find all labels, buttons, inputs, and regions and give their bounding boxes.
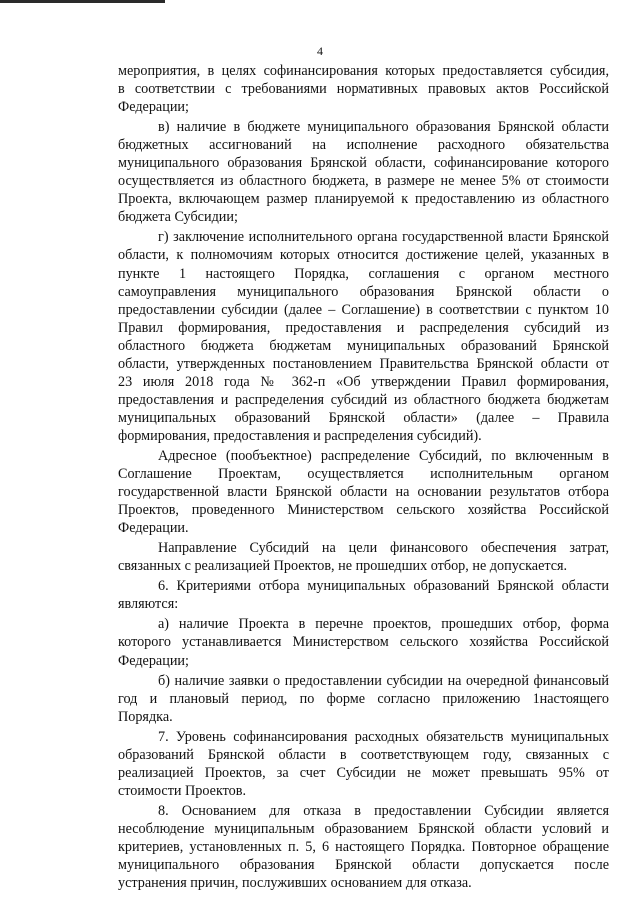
paragraph (118, 539, 609, 575)
text-line: пункте 1 настоящего Порядка, соглашения с органом местного (118, 265, 609, 282)
text-line: являются: (118, 596, 179, 613)
text-line: Соглашение Проектам, осуществляется исполнительным органом (118, 466, 609, 483)
text-line: мероприятия, в целях софинансирования которых предоставляется субсидия, (118, 63, 609, 79)
text-line: предоставлении субсидии (далее – Соглашение) в соответствии с пунктом 10 (118, 301, 609, 318)
document-body (118, 62, 609, 894)
text-line: 23 июля 2018 года № 362-п «Об утверждении Правил формирования, (118, 373, 609, 390)
text-line: критериев, установленных п. 5, 6 настоящего Порядка. Повторное обращение (118, 838, 609, 855)
text-line: государственной власти Брянской области на основании результатов отбора (118, 484, 609, 501)
text-line: Федерации. (118, 520, 189, 537)
text-line: г) заключение исполнительного органа государственной власти Брянской (158, 229, 609, 246)
text-line: год и плановый период, по форме согласно приложению 1настоящего (118, 690, 609, 707)
paragraph (118, 802, 609, 892)
paragraph (118, 615, 609, 669)
text-line: Проектов, проведенного Министерством сельского хозяйства Российской (118, 502, 609, 519)
text-line: формирования, предоставления и распределения субсидий). (118, 427, 482, 444)
text-line: Проекта, включающем размер планируемой к предоставлению из областного (118, 191, 609, 208)
text-line: бюджета Субсидии; (118, 209, 238, 226)
text-line: областного бюджета бюджетам муниципальных образований Брянской (118, 337, 609, 354)
text-line: Адресное (пообъектное) распределение Субсидий, по включенным в (158, 447, 609, 464)
text-line: Федерации; (118, 99, 189, 116)
paragraph (118, 118, 609, 226)
paragraph (118, 447, 609, 537)
text-line: а) наличие Проекта в перечне проектов, прошедших отбор, форма (158, 616, 609, 633)
text-line: б) наличие заявки о предоставлении субсидии на очередной финансовый (158, 672, 609, 689)
text-line: в) наличие в бюджете муниципального образования Брянской области (158, 119, 609, 136)
scan-edge-line (0, 0, 165, 3)
text-line: в соответствии с требованиями нормативных правовых актов Российской (118, 81, 609, 98)
paragraph (118, 672, 609, 726)
text-line: 6. Критериями отбора муниципальных образований Брянской области (158, 578, 609, 595)
text-line: 7. Уровень софинансирования расходных обязательств муниципальных (158, 728, 609, 745)
text-line: предоставления и распределения субсидий из областного бюджета бюджетам (118, 391, 609, 408)
text-line: муниципального образования Брянской области, софинансирование которого (118, 155, 609, 172)
text-line: реализацией Проектов, за счет Субсидии не может превышать 95% от (118, 764, 609, 781)
text-line: области, к полномочиям которых относится достижение целей, указанных в (118, 247, 609, 264)
text-line: связанных с реализацией Проектов, не прошедших отбор, не допускается. (118, 558, 568, 575)
text-line: области, утвержденных постановлением Правительства Брянской области от (118, 355, 609, 372)
paragraph (118, 62, 609, 116)
paragraph (118, 577, 609, 613)
text-line: Направление Субсидий на цели финансового обеспечения затрат, (158, 540, 609, 557)
text-line: муниципального образования Брянской области допускается после (118, 857, 609, 874)
page-number: 4 (317, 44, 323, 58)
text-line: 8. Основанием для отказа в предоставлении Субсидии является (158, 802, 609, 819)
text-line: устранения причин, послуживших основанием для отказа. (118, 875, 472, 892)
text-line: самоуправления муниципального образования Брянской области о (118, 283, 609, 300)
text-line: образований Брянской области в соответствующем году, связанных с (118, 746, 609, 763)
text-line: которого устанавливается Министерством сельского хозяйства Российской (118, 634, 609, 651)
paragraph (118, 228, 609, 445)
paragraph (118, 728, 609, 800)
text-line: осуществляется из областного бюджета, в размере не менее 5% от стоимости (118, 173, 609, 190)
text-line: Порядка. (118, 708, 173, 725)
text-line: несоблюдение муниципальным образованием Брянской области условий и (118, 820, 609, 837)
text-line: Правил формирования, предоставления и распределения субсидий из (118, 319, 609, 336)
text-line: стоимости Проектов. (118, 782, 247, 799)
text-line: бюджетных ассигнований на исполнение расходного обязательства (118, 137, 609, 154)
text-line: Федерации; (118, 652, 189, 669)
text-line: муниципальных образований Брянской области» (далее – Правила (118, 409, 609, 426)
